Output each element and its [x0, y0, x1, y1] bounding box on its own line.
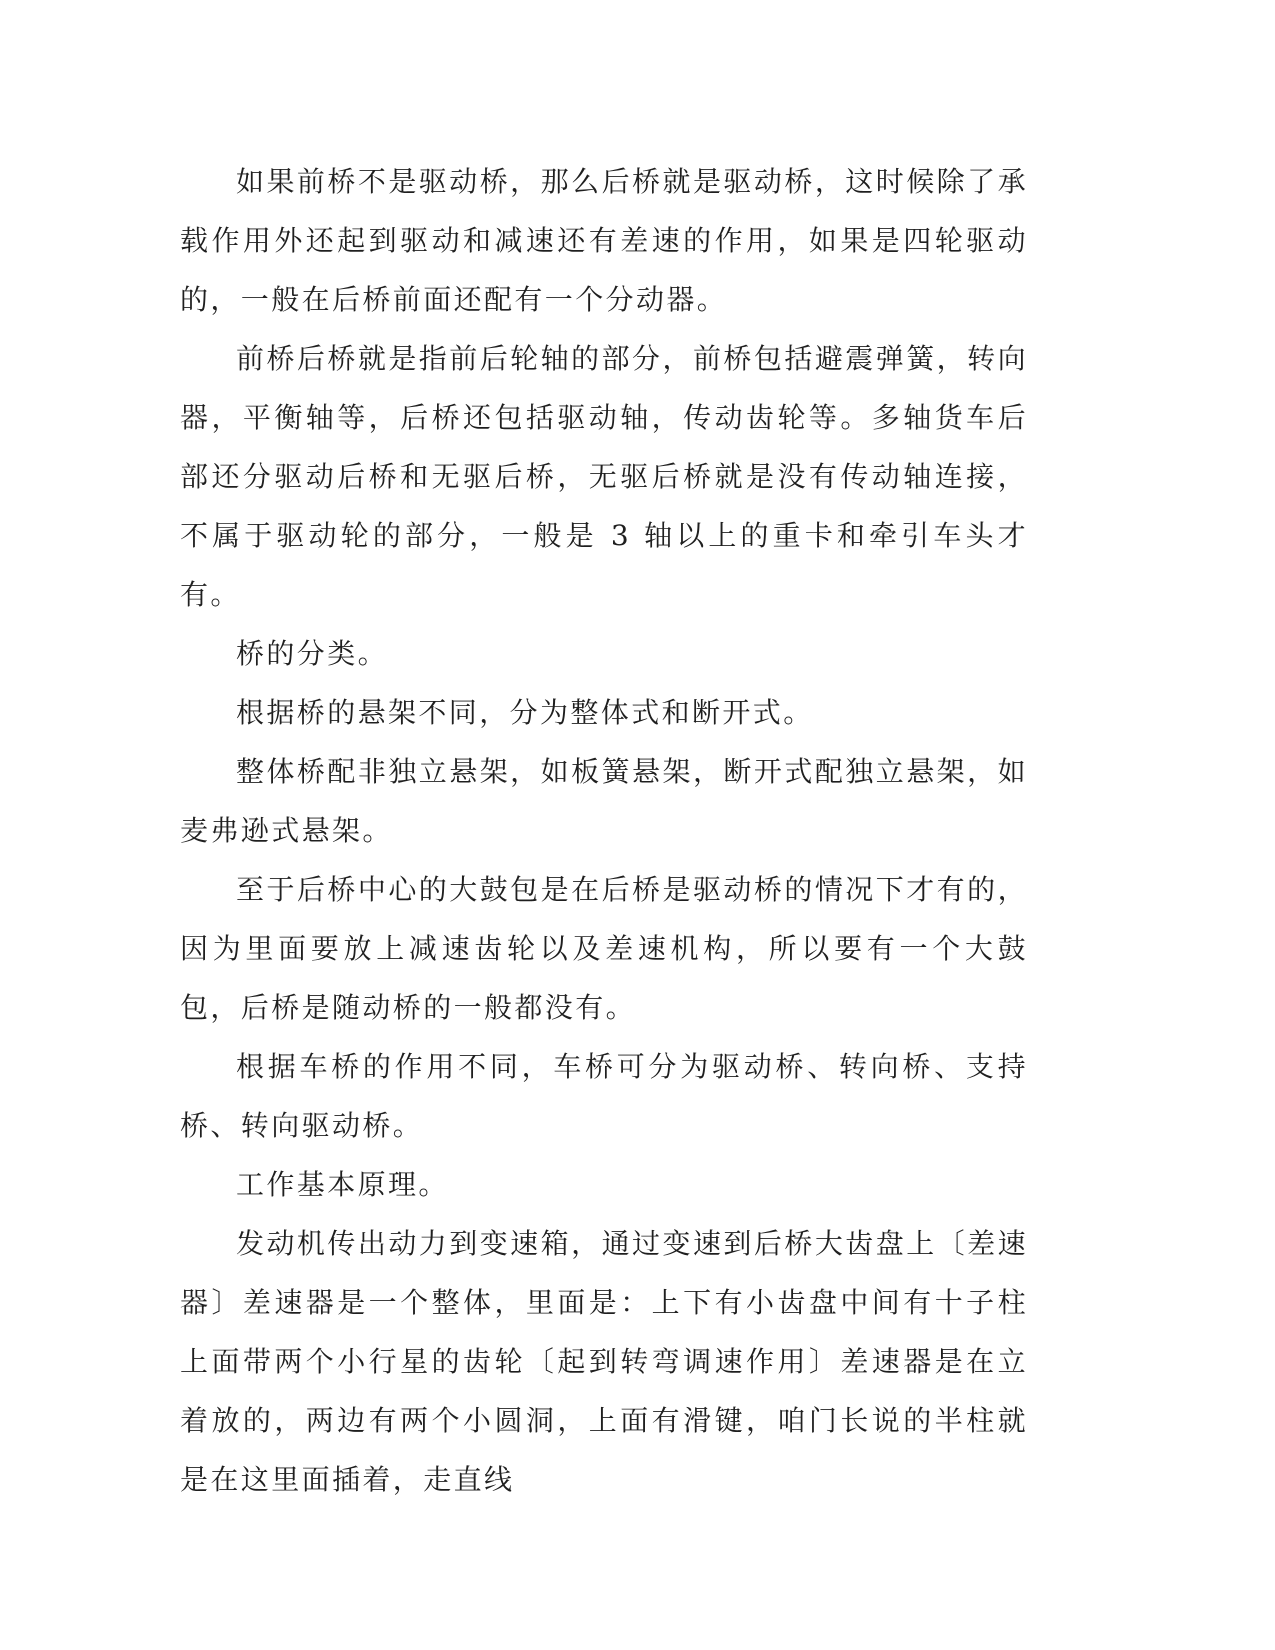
paragraph-working-principle-heading: 工作基本原理。	[236, 1168, 449, 1201]
paragraph-axle-functions: 根据车桥的作用不同，车桥可分为驱动桥、转向桥、支持桥、转向驱动桥。	[180, 1050, 1028, 1142]
paragraph-differential-housing: 至于后桥中心的大鼓包是在后桥是驱动桥的情况下才有的，因为里面要放上减速齿轮以及差速机构，所以要有一个大鼓包，后桥是随动桥的一般都没有。	[180, 873, 1028, 1024]
paragraph-drive-axle: 如果前桥不是驱动桥，那么后桥就是驱动桥，这时候除了承载作用外还起到驱动和减速还有差速的作用，如果是四轮驱动的，一般在后桥前面还配有一个分动器。	[180, 165, 1028, 316]
paragraph-suspension-types: 根据桥的悬架不同，分为整体式和断开式。	[236, 696, 814, 729]
paragraph-axle-classification-heading: 桥的分类。	[236, 637, 389, 670]
paragraph-front-rear-axle: 前桥后桥就是指前后轮轴的部分，前桥包括避震弹簧，转向器，平衡轴等，后桥还包括驱动轴，传动齿轮等。多轴货车后部还分驱动后桥和无驱后桥，无驱后桥就是没有传动轴连接，不属于驱动轮的部分，一般是 3 轴以上的重卡和牵引车头才有。	[180, 342, 1028, 611]
paragraph-suspension-detail: 整体桥配非独立悬架，如板簧悬架，断开式配独立悬架，如麦弗逊式悬架。	[180, 755, 1028, 847]
paragraph-working-principle: 发动机传出动力到变速箱，通过变速到后桥大齿盘上〔差速器〕差速器是一个整体，里面是：上下有小齿盘中间有十子柱上面带两个小行星的齿轮〔起到转弯调速作用〕差速器是在立着放的，两边有两个小圆洞，上面有滑键，咱门长说的半柱就是在这里面插着，走直线	[180, 1227, 1028, 1496]
document-body	[180, 152, 1028, 1509]
